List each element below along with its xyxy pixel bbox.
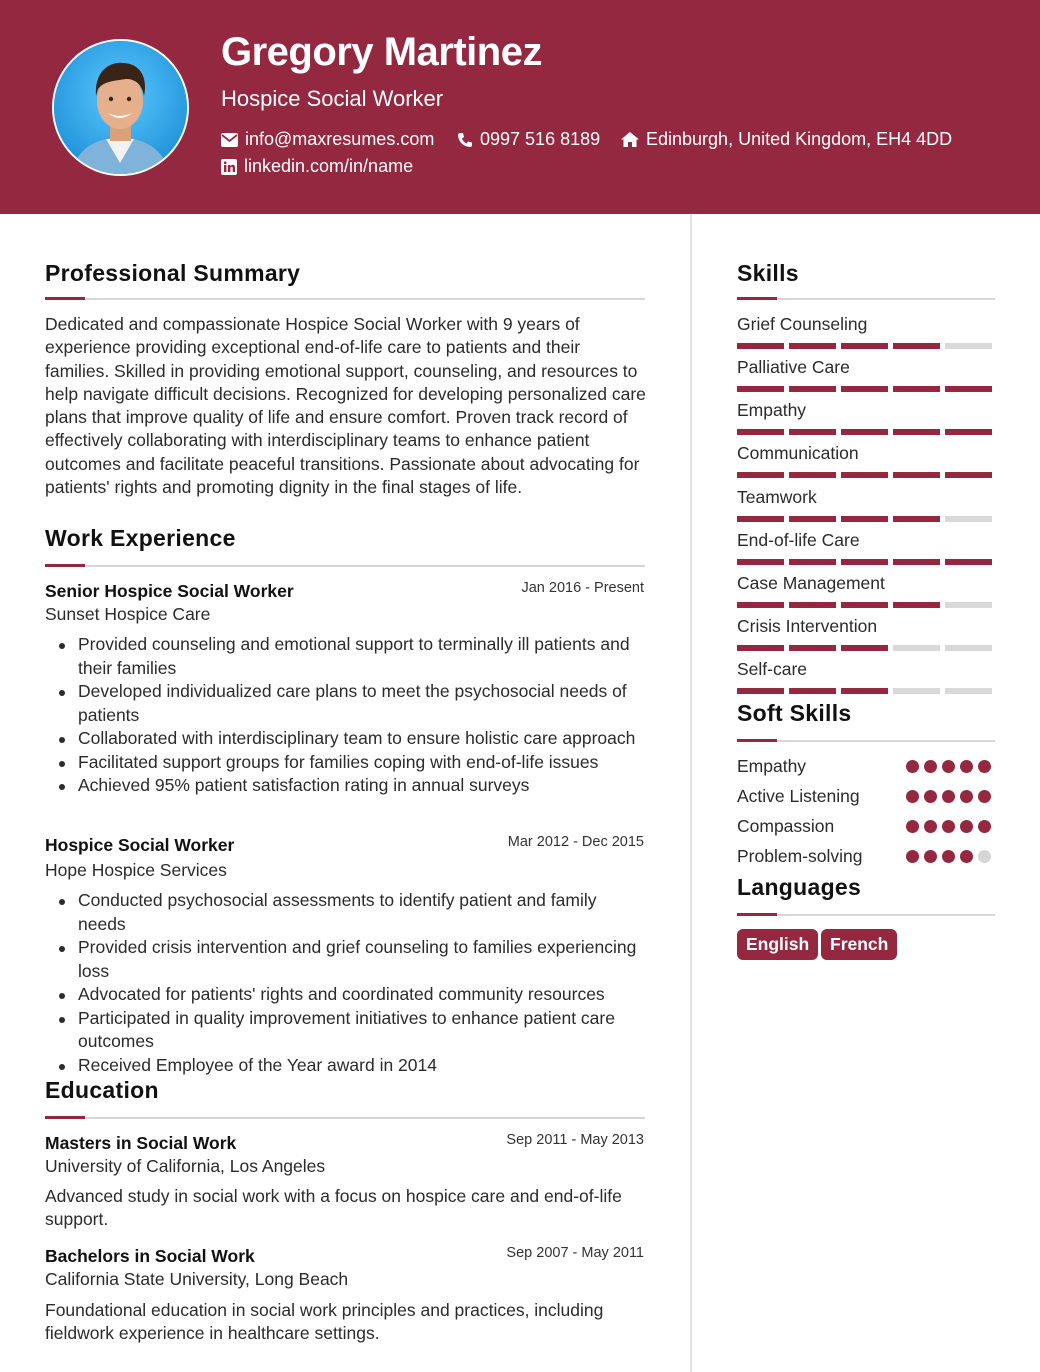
language-pill: English: [737, 929, 818, 960]
contact-location: [621, 129, 952, 150]
soft-skill-dots: [906, 790, 991, 803]
skill-level-segment: [841, 602, 888, 608]
skill-bar: [737, 645, 992, 651]
degree-title: Bachelors in Social Work: [45, 1246, 255, 1266]
bullet-item: Conducted psychosocial assessments to identify patient and family needs: [45, 889, 648, 936]
job-dates: Jan 2016 - Present: [521, 580, 644, 596]
skill-level-segment: [737, 343, 784, 349]
skill-bar: [737, 516, 992, 522]
skill-bar: [737, 559, 992, 565]
education-accent: [45, 1116, 85, 1119]
skill-level-segment: [893, 559, 940, 565]
skill-level-segment: [737, 602, 784, 608]
education-description: Foundational education in social work principles and practices, including fieldwork experience in healthcare settings.: [45, 1300, 604, 1344]
skill-level-segment: [737, 472, 784, 478]
skill-level-segment: [893, 429, 940, 435]
degree-title: Masters in Social Work: [45, 1133, 237, 1153]
skill-level-segment: [945, 386, 992, 392]
skill-bar: [737, 688, 992, 694]
skill-label: Grief Counseling: [737, 314, 868, 334]
contact-phone-text: 0997 516 8189: [480, 129, 601, 149]
envelope-icon: [221, 133, 238, 147]
education-heading: Education: [45, 1077, 159, 1103]
skill-level-segment: [841, 386, 888, 392]
skill-level-segment: [945, 343, 992, 349]
skill-level-segment: [841, 688, 888, 694]
contact-linkedin-text: linkedin.com/in/name: [244, 156, 414, 176]
home-icon: [621, 132, 639, 147]
soft-skill-dot: [978, 760, 991, 773]
skill-level-segment: [789, 472, 836, 478]
job-bullets: [45, 889, 648, 1077]
skill-level-segment: [737, 429, 784, 435]
school-name: California State University, Long Beach: [45, 1269, 349, 1289]
skill-level-segment: [737, 645, 784, 651]
skill-level-segment: [789, 559, 836, 565]
skill-level-segment: [789, 386, 836, 392]
skill-label: Case Management: [737, 573, 885, 593]
skill-level-segment: [789, 645, 836, 651]
soft-skills-accent: [737, 739, 777, 742]
avatar: [52, 39, 189, 176]
soft-skill-dot: [978, 790, 991, 803]
linkedin-icon: [221, 159, 237, 175]
experience-rule: [45, 565, 645, 567]
soft-skill-label: Problem-solving: [737, 846, 863, 866]
bullet-item: Collaborated with interdisciplinary team to ensure holistic care approach: [45, 727, 648, 751]
skill-level-segment: [893, 472, 940, 478]
skill-level-segment: [789, 429, 836, 435]
soft-skill-dot: [942, 790, 955, 803]
skill-level-segment: [737, 688, 784, 694]
experience-heading: Work Experience: [45, 525, 236, 551]
bullet-item: Advocated for patients' rights and coordinated community resources: [45, 983, 648, 1007]
phone-icon: [457, 132, 473, 148]
contact-linkedin[interactable]: [221, 156, 413, 177]
education-description: Advanced study in social work with a focus on hospice care and end-of-life support.: [45, 1186, 622, 1230]
skill-level-segment: [789, 602, 836, 608]
skill-level-segment: [789, 688, 836, 694]
soft-skill-dots: [906, 760, 991, 773]
skills-accent: [737, 297, 777, 300]
job-dates: Mar 2012 - Dec 2015: [507, 834, 644, 850]
summary-rule: [45, 298, 645, 300]
skill-level-segment: [737, 386, 784, 392]
soft-skill-dot: [978, 850, 991, 863]
school-name: University of California, Los Angeles: [45, 1156, 326, 1176]
soft-skill-dot: [942, 760, 955, 773]
skill-level-segment: [945, 602, 992, 608]
soft-skill-dots: [906, 850, 991, 863]
skill-label: Empathy: [737, 400, 807, 420]
skill-level-segment: [841, 645, 888, 651]
soft-skill-dot: [924, 850, 937, 863]
job-company: Hope Hospice Services: [45, 860, 227, 880]
skill-level-segment: [945, 688, 992, 694]
skill-level-segment: [841, 559, 888, 565]
soft-skill-label: Compassion: [737, 816, 835, 836]
skill-level-segment: [841, 429, 888, 435]
contact-email-text: info@maxresumes.com: [245, 129, 435, 149]
candidate-name: Gregory Martinez: [221, 30, 542, 74]
soft-skill-label: Active Listening: [737, 786, 860, 806]
summary-accent: [45, 297, 85, 300]
skill-level-segment: [945, 559, 992, 565]
soft-skill-dots: [906, 820, 991, 833]
soft-skill-dot: [906, 850, 919, 863]
bullet-item: Participated in quality improvement initiatives to enhance patient care outcomes: [45, 1007, 648, 1054]
experience-accent: [45, 564, 85, 567]
skill-label: Palliative Care: [737, 357, 850, 377]
soft-skill-dot: [924, 760, 937, 773]
soft-skill-dot: [906, 820, 919, 833]
soft-skills-heading: Soft Skills: [737, 700, 852, 726]
bullet-item: Facilitated support groups for families coping with end-of-life issues: [45, 751, 648, 775]
soft-skill-dot: [978, 820, 991, 833]
job-bullets: [45, 633, 648, 798]
language-pill: French: [821, 929, 897, 960]
education-dates: Sep 2011 - May 2013: [506, 1132, 644, 1148]
languages-accent: [737, 913, 777, 916]
bullet-item: Provided counseling and emotional support to terminally ill patients and their families: [45, 633, 648, 680]
bullet-item: Received Employee of the Year award in 2014: [45, 1054, 648, 1078]
soft-skill-dot: [960, 760, 973, 773]
contact-email[interactable]: [221, 129, 434, 150]
bullet-item: Provided crisis intervention and grief counseling to families experiencing loss: [45, 936, 648, 983]
contact-location-text: Edinburgh, United Kingdom, EH4 4DD: [646, 129, 953, 149]
candidate-title: Hospice Social Worker: [221, 86, 444, 111]
soft-skill-dot: [960, 820, 973, 833]
skill-label: Communication: [737, 443, 859, 463]
skill-label: Teamwork: [737, 487, 817, 507]
soft-skill-dot: [960, 790, 973, 803]
skill-bar: [737, 472, 992, 478]
skill-label: Crisis Intervention: [737, 616, 878, 636]
skill-level-segment: [841, 516, 888, 522]
education-rule: [45, 1117, 645, 1119]
job-company: Sunset Hospice Care: [45, 604, 211, 624]
skill-level-segment: [737, 559, 784, 565]
skills-heading: Skills: [737, 260, 799, 286]
profile-photo: [54, 41, 187, 174]
skill-label: Self-care: [737, 659, 808, 679]
skill-level-segment: [789, 343, 836, 349]
soft-skill-dot: [924, 820, 937, 833]
soft-skill-dot: [924, 790, 937, 803]
column-divider: [690, 214, 692, 1372]
resume-header: [0, 0, 1040, 214]
skill-level-segment: [893, 602, 940, 608]
skill-bar: [737, 429, 992, 435]
soft-skill-dot: [906, 760, 919, 773]
skill-level-segment: [893, 386, 940, 392]
skill-label: End-of-life Care: [737, 530, 860, 550]
languages-heading: Languages: [737, 874, 862, 900]
skill-bar: [737, 602, 992, 608]
skill-level-segment: [893, 343, 940, 349]
skill-level-segment: [737, 516, 784, 522]
soft-skill-dot: [942, 820, 955, 833]
skill-level-segment: [893, 645, 940, 651]
job-title: Senior Hospice Social Worker: [45, 581, 294, 601]
summary-text: Dedicated and compassionate Hospice Social Worker with 9 years of experience providing exceptional end-of-life care to patients and their families. Skilled in providing emotional support, counseling, and resources to help navigate difficult decisions. Recognized for developing personalized care plans that improve quality of life and ensure comfort. Proven track record of effectively collaborating with interdisciplinary teams to enhance patient outcomes and facilitate peaceful transitions. Passionate about advocating for patients' rights and promoting dignity in the final stages of life.: [45, 314, 646, 498]
job-title: Hospice Social Worker: [45, 835, 235, 855]
soft-skill-label: Empathy: [737, 756, 807, 776]
contact-phone[interactable]: [457, 129, 600, 150]
skill-level-segment: [789, 516, 836, 522]
skill-level-segment: [945, 645, 992, 651]
summary-heading: Professional Summary: [45, 260, 301, 286]
education-dates: Sep 2007 - May 2011: [506, 1245, 644, 1261]
skill-level-segment: [945, 516, 992, 522]
skill-level-segment: [945, 429, 992, 435]
soft-skill-dot: [906, 790, 919, 803]
bullet-item: Achieved 95% patient satisfaction rating in annual surveys: [45, 774, 648, 798]
skill-bar: [737, 386, 992, 392]
skill-level-segment: [893, 516, 940, 522]
skill-level-segment: [841, 343, 888, 349]
skill-level-segment: [841, 472, 888, 478]
soft-skill-dot: [942, 850, 955, 863]
skill-level-segment: [945, 472, 992, 478]
bullet-item: Developed individualized care plans to meet the psychosocial needs of patients: [45, 680, 648, 727]
skill-bar: [737, 343, 992, 349]
skill-level-segment: [893, 688, 940, 694]
soft-skill-dot: [960, 850, 973, 863]
